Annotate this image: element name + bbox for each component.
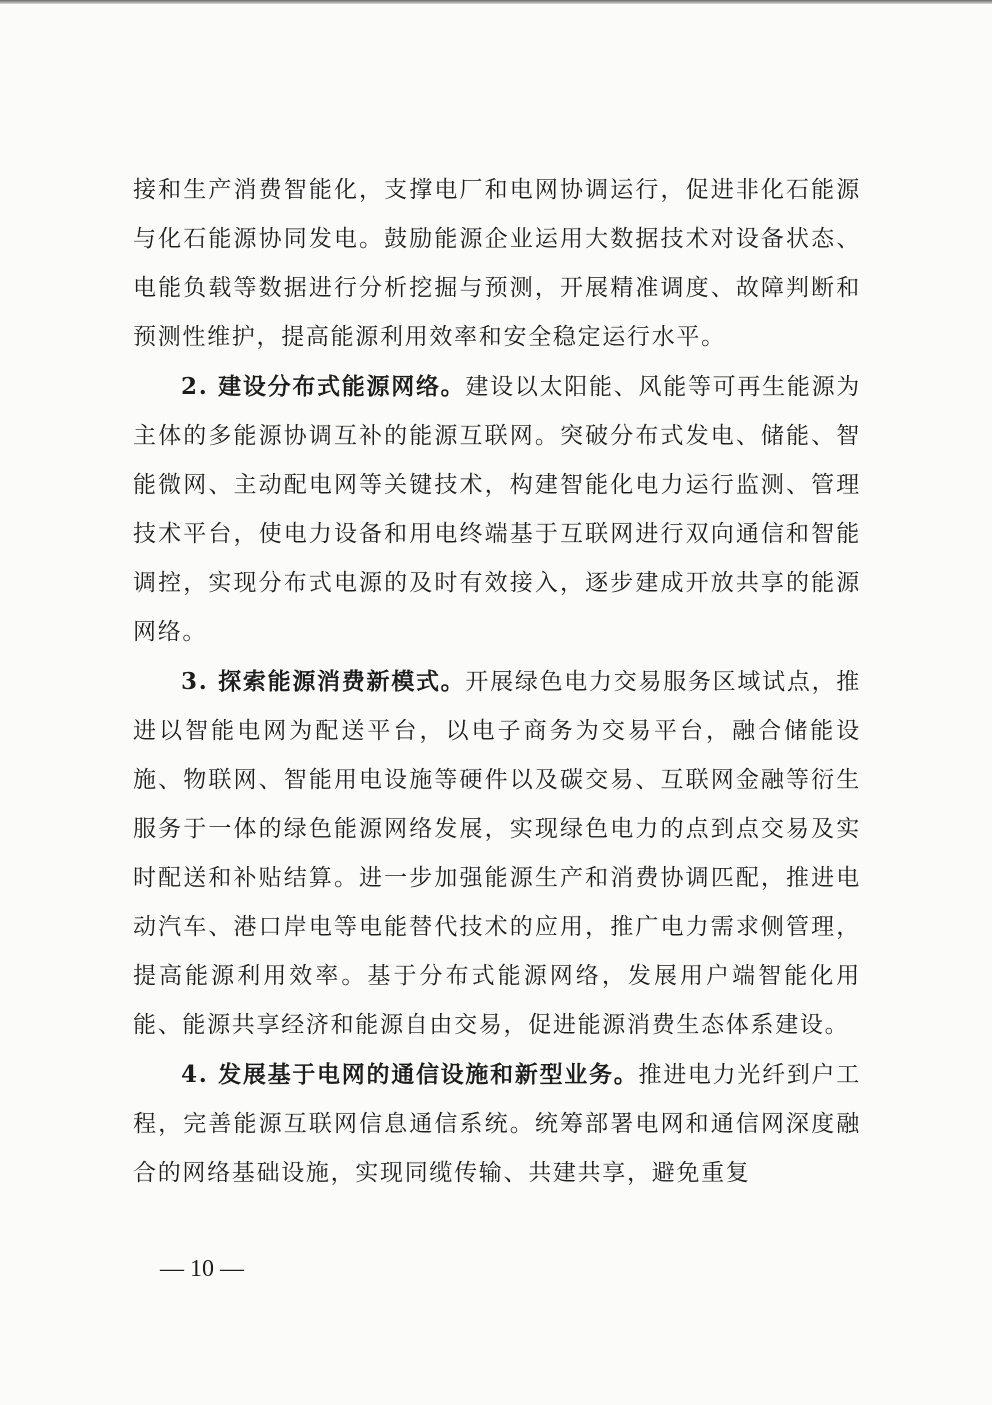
paragraph-energy-consumption-model: [133, 657, 861, 1050]
paragraph-heading: 3. 探索能源消费新模式。: [181, 668, 466, 695]
paragraph-body: 建设以太阳能、风能等可再生能源为主体的多能源协调互补的能源互联网。突破分布式发电、储能、智能微网、主动配电网等关键技术，构建智能化电力运行监测、管理技术平台，使电力设备和用电终端基于互联网进行双向通信和智能调控，实现分布式电源的及时有效接入，逐步建成开放共享的能源网络。: [133, 374, 861, 645]
page-number: — 10 —: [160, 1256, 244, 1282]
paragraph-grid-communication: [133, 1050, 861, 1198]
document-body: [133, 166, 861, 1198]
paragraph-continuation: [133, 166, 861, 362]
paragraph-body: 开展绿色电力交易服务区域试点，推进以智能电网为配送平台，以电子商务为交易平台，融合储能设施、物联网、智能用电设施等硬件以及碳交易、互联网金融等衍生服务于一体的绿色能源网络发展，实现绿色电力的点到点交易及实时配送和补贴结算。进一步加强能源生产和消费协调匹配，推进电动汽车、港口岸电等电能替代技术的应用，推广电力需求侧管理，提高能源利用效率。基于分布式能源网络，发展用户端智能化用能、能源共享经济和能源自由交易，促进能源消费生态体系建设。: [133, 669, 861, 1038]
paragraph-body: 推进电力光纤到户工程，完善能源互联网信息通信系统。统筹部署电网和通信网深度融合的网络基础设施，实现同缆传输、共建共享，避免重复: [133, 1062, 861, 1186]
scan-top-edge: [0, 0, 992, 4]
paragraph-heading: 4. 发展基于电网的通信设施和新型业务。: [181, 1061, 639, 1088]
paragraph-body: 接和生产消费智能化，支撑电厂和电网协调运行，促进非化石能源与化石能源协同发电。鼓励能源企业运用大数据技术对设备状态、电能负载等数据进行分析挖掘与预测，开展精准调度、故障判断和预测性维护，提高能源利用效率和安全稳定运行水平。: [133, 177, 861, 350]
paragraph-heading: 2. 建设分布式能源网络。: [181, 373, 466, 400]
paragraph-distributed-energy-network: [133, 362, 861, 657]
